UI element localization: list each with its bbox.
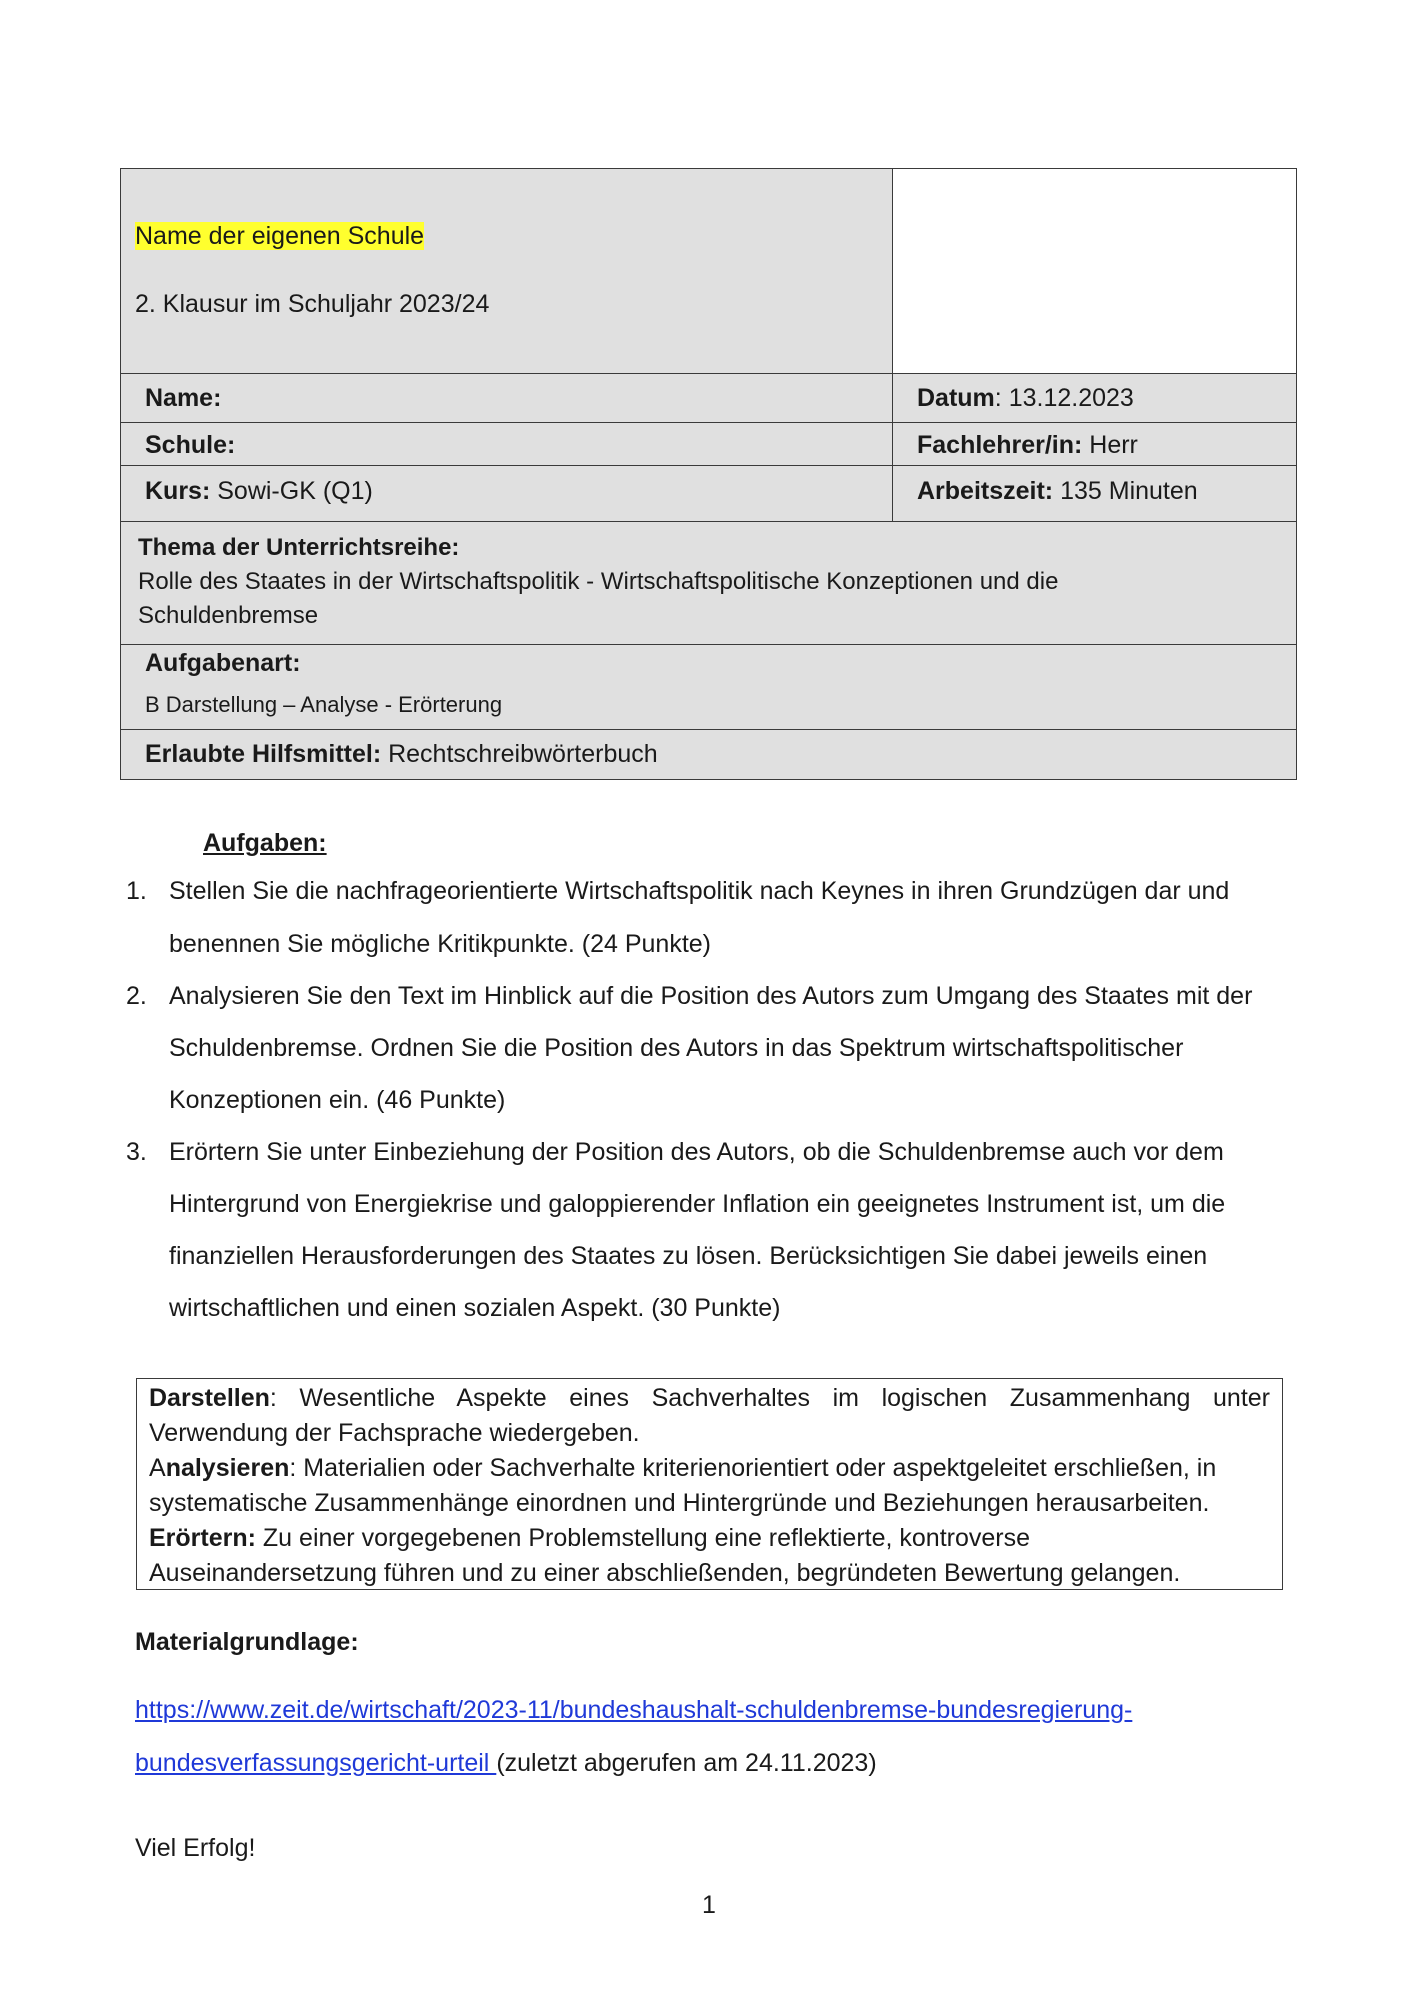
def-darstellen-line-2: Verwendung der Fachsprache wiedergeben. — [149, 1419, 640, 1447]
topic-line-2: Schuldenbremse — [138, 602, 319, 629]
material-heading: Materialgrundlage: — [135, 1628, 359, 1656]
tasks-heading: Aufgaben: — [203, 829, 327, 857]
task-3-line-3: finanziellen Herausforderungen des Staates zu lösen. Berücksichtigen Sie dabei jeweils einen — [169, 1242, 1208, 1270]
material-link-line-2[interactable]: bundesverfassungsgericht-urteil (zuletzt abgerufen am 24.11.2023) — [135, 1749, 877, 1777]
task-1-line-1: Stellen Sie die nachfrageorientierte Wirtschaftspolitik nach Keynes in ihren Grundzügen dar und — [169, 877, 1230, 905]
school-label: Schule: — [145, 431, 236, 459]
closing-text: Viel Erfolg! — [135, 1834, 256, 1862]
blank-cell — [892, 168, 1297, 373]
task-2-line-1: Analysieren Sie den Text im Hinblick auf die Position des Autors zum Umgang des Staates mit der — [169, 982, 1253, 1010]
task-type-label: Aufgabenart: — [145, 649, 301, 677]
def-analysieren-line-2: systematische Zusammenhänge einordnen und Hintergründe und Beziehungen herausarbeiten. — [149, 1489, 1210, 1517]
course-field: Kurs: Sowi-GK (Q1) — [145, 477, 373, 505]
def-eroertern-line-2: Auseinandersetzung führen und zu einer abschließenden, begründeten Bewertung gelangen. — [149, 1559, 1181, 1587]
task-3-number: 3. — [126, 1138, 147, 1166]
school-name: Name der eigenen Schule — [135, 222, 425, 250]
task-1-line-2: benennen Sie mögliche Kritikpunkte. (24 Punkte) — [169, 930, 711, 958]
task-1-number: 1. — [126, 877, 147, 905]
time-field: Arbeitszeit: 135 Minuten — [917, 477, 1198, 505]
task-3-line-2: Hintergrund von Energiekrise und galoppierender Inflation ein geeignetes Instrument ist, um die — [169, 1190, 1226, 1218]
task-3-line-4: wirtschaftlichen und einen sozialen Aspekt. (30 Punkte) — [169, 1294, 781, 1322]
topic-label: Thema der Unterrichtsreihe: — [138, 534, 460, 561]
exam-title: 2. Klausur im Schuljahr 2023/24 — [135, 290, 490, 318]
teacher-field: Fachlehrer/in: Herr — [917, 431, 1138, 459]
name-label: Name: — [145, 384, 222, 412]
material-link-line-1[interactable]: https://www.zeit.de/wirtschaft/2023-11/bundeshaushalt-schuldenbremse-bundesregierung- — [135, 1696, 1133, 1724]
def-eroertern-line-1: Erörtern: Zu einer vorgegebenen Problemstellung eine reflektierte, kontroverse — [149, 1524, 1031, 1552]
retrieved-date: (zuletzt abgerufen am 24.11.2023) — [496, 1749, 877, 1777]
page-number: 1 — [702, 1891, 716, 1919]
operator-definitions-box — [136, 1378, 1283, 1590]
task-3-line-1: Erörtern Sie unter Einbeziehung der Position des Autors, ob die Schuldenbremse auch vor dem — [169, 1138, 1224, 1166]
aids-field: Erlaubte Hilfsmittel: Rechtschreibwörterbuch — [145, 740, 658, 768]
task-2-number: 2. — [126, 982, 147, 1010]
task-2-line-3: Konzeptionen ein. (46 Punkte) — [169, 1086, 506, 1114]
task-type-value: B Darstellung – Analyse - Erörterung — [145, 692, 503, 717]
topic-line-1: Rolle des Staates in der Wirtschaftspolitik - Wirtschaftspolitische Konzeptionen und die — [138, 568, 1059, 595]
date-field: Datum: 13.12.2023 — [917, 384, 1134, 412]
def-analysieren-line-1: Analysieren: Materialien oder Sachverhalte kriterienorientiert oder aspektgeleitet erschließen, in — [149, 1454, 1217, 1482]
def-darstellen-line-1: Darstellen: Wesentliche Aspekte eines Sachverhaltes im logischen Zusammenhang unter — [149, 1384, 1270, 1412]
task-2-line-2: Schuldenbremse. Ordnen Sie die Position des Autors in das Spektrum wirtschaftspolitischer — [169, 1034, 1184, 1062]
exam-header-table — [120, 168, 1297, 780]
school-cell — [120, 168, 892, 373]
